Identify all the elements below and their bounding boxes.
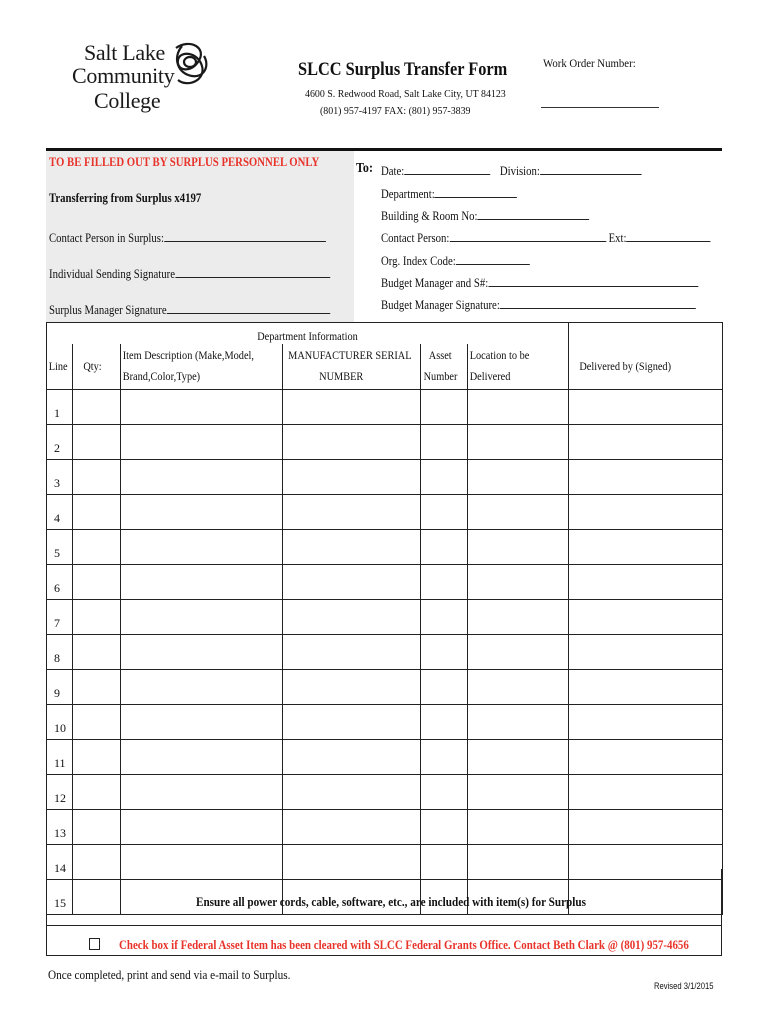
form-title: SLCC Surplus Transfer Form	[298, 59, 508, 80]
qty-cell[interactable]	[73, 739, 121, 774]
date-row	[381, 162, 641, 179]
description-cell[interactable]	[121, 494, 283, 529]
department-row	[381, 185, 517, 202]
delivered-cell[interactable]	[569, 529, 723, 564]
date-field[interactable]	[404, 162, 490, 175]
department-label: Department:	[381, 187, 435, 201]
individual-signature-field[interactable]	[175, 265, 330, 278]
line-number	[47, 809, 73, 844]
description-cell[interactable]	[121, 809, 283, 844]
description-cell[interactable]	[121, 669, 283, 704]
serial-cell[interactable]	[283, 774, 421, 809]
description-cell[interactable]	[121, 739, 283, 774]
col-location-line-2: Delivered	[469, 369, 511, 384]
line-number-label: 3	[54, 475, 60, 490]
col-serial-line-1: MANUFACTURER SERIAL	[288, 348, 412, 363]
org-index-label: Org. Index Code:	[381, 254, 456, 268]
surplus-manager-signature	[49, 301, 330, 318]
contact-person-label: Contact Person:	[381, 231, 450, 245]
location-cell[interactable]	[468, 564, 569, 599]
location-cell[interactable]	[468, 494, 569, 529]
surplus-contact-field[interactable]	[164, 229, 326, 242]
line-number	[47, 564, 73, 599]
line-number-label: 2	[54, 440, 60, 455]
line-number	[47, 669, 73, 704]
asset-cell[interactable]	[421, 739, 468, 774]
building-room-label: Building & Room No:	[381, 209, 478, 223]
line-number-label: 8	[54, 650, 60, 665]
location-cell[interactable]	[468, 389, 569, 424]
serial-cell[interactable]	[283, 599, 421, 634]
surplus-contact-label: Contact Person in Surplus:	[49, 231, 164, 245]
serial-cell[interactable]	[283, 459, 421, 494]
line-number-label: 12	[54, 790, 66, 805]
location-cell[interactable]	[468, 424, 569, 459]
line-number-label: 9	[54, 685, 60, 700]
description-cell[interactable]	[121, 704, 283, 739]
location-cell[interactable]	[468, 774, 569, 809]
delivered-cell[interactable]	[569, 739, 723, 774]
description-cell[interactable]	[121, 424, 283, 459]
table-row	[47, 424, 723, 459]
description-cell[interactable]	[121, 529, 283, 564]
qty-cell[interactable]	[73, 704, 121, 739]
table-row	[47, 774, 723, 809]
location-cell[interactable]	[468, 459, 569, 494]
delivered-cell[interactable]	[569, 459, 723, 494]
col-description-line-2: Brand,Color,Type)	[122, 369, 201, 384]
ext-label: Ext:	[608, 231, 627, 245]
surplus-contact-person	[49, 229, 326, 246]
federal-asset-notice: Check box if Federal Asset Item has been cleared with SLCC Federal Grants Office. Contact Beth Clark @ (801) 957-4656	[119, 937, 689, 952]
revised-date: Revised 3/1/2015	[654, 981, 714, 991]
qty-cell[interactable]	[73, 669, 121, 704]
location-cell[interactable]	[468, 704, 569, 739]
col-asset	[421, 344, 468, 389]
asset-cell[interactable]	[421, 494, 468, 529]
item-table	[46, 322, 723, 915]
logo-line-1: Salt Lake	[84, 40, 165, 65]
contact-person-field[interactable]	[449, 229, 606, 242]
qty-cell[interactable]	[73, 774, 121, 809]
budget-manager-field[interactable]	[488, 274, 698, 287]
qty-cell[interactable]	[73, 634, 121, 669]
description-cell[interactable]	[121, 599, 283, 634]
line-number-label: 7	[54, 615, 60, 630]
line-number-label: 1	[54, 405, 60, 420]
description-cell[interactable]	[121, 634, 283, 669]
line-number-label: 13	[54, 825, 66, 840]
table-row	[47, 599, 723, 634]
line-number	[47, 774, 73, 809]
asset-cell[interactable]	[421, 389, 468, 424]
budget-signature-field[interactable]	[500, 296, 696, 309]
description-cell[interactable]	[121, 459, 283, 494]
asset-cell[interactable]	[421, 704, 468, 739]
col-delivered	[569, 344, 723, 389]
col-asset-line-2: Number	[423, 369, 458, 384]
logo-line-2: Community	[72, 63, 175, 88]
serial-cell[interactable]	[283, 389, 421, 424]
col-asset-line-1: Asset	[428, 348, 452, 363]
table-row	[47, 389, 723, 424]
location-cell[interactable]	[468, 809, 569, 844]
qty-cell[interactable]	[73, 459, 121, 494]
table-row	[47, 529, 723, 564]
delivered-cell[interactable]	[569, 599, 723, 634]
table-row	[47, 634, 723, 669]
qty-cell[interactable]	[73, 809, 121, 844]
col-serial	[283, 344, 421, 389]
location-cell[interactable]	[468, 599, 569, 634]
table-row	[47, 739, 723, 774]
delivered-cell[interactable]	[569, 494, 723, 529]
line-number-label: 15	[54, 895, 66, 910]
line-number-label: 6	[54, 580, 60, 595]
line-number-label: 11	[54, 755, 66, 770]
serial-cell[interactable]	[283, 669, 421, 704]
work-order-label: Work Order Number:	[543, 56, 636, 70]
logo-line-3: College	[94, 88, 161, 113]
col-location-line-1: Location to be	[469, 348, 530, 363]
knot-emblem-icon	[168, 40, 212, 90]
to-label: To:	[356, 161, 373, 176]
manager-signature-label: Surplus Manager Signature	[49, 303, 167, 317]
budget-manager-signature-row	[381, 296, 696, 313]
line-number	[47, 389, 73, 424]
line-number	[47, 459, 73, 494]
transferring-from: Transferring from Surplus x4197	[49, 191, 202, 205]
table-header-row	[47, 344, 723, 389]
department-field[interactable]	[435, 185, 518, 198]
description-cell[interactable]	[121, 389, 283, 424]
delivered-cell[interactable]	[569, 809, 723, 844]
delivered-cell[interactable]	[569, 389, 723, 424]
phone-fax: (801) 957-4197 FAX: (801) 957-3839	[320, 105, 471, 117]
delivered-header-top	[569, 323, 723, 345]
description-cell[interactable]	[121, 564, 283, 599]
serial-cell[interactable]	[283, 739, 421, 774]
once-completed-note: Once completed, print and send via e-mail to Surplus.	[48, 968, 291, 982]
delivered-cell[interactable]	[569, 774, 723, 809]
line-number	[47, 494, 73, 529]
table-row	[47, 459, 723, 494]
asset-cell[interactable]	[421, 669, 468, 704]
org-index-row	[381, 252, 530, 269]
table-row	[47, 669, 723, 704]
asset-cell[interactable]	[421, 424, 468, 459]
line-number-label: 5	[54, 545, 60, 560]
serial-cell[interactable]	[283, 494, 421, 529]
delivered-cell[interactable]	[569, 669, 723, 704]
location-cell[interactable]	[468, 739, 569, 774]
work-order-field[interactable]	[541, 107, 659, 108]
address: 4600 S. Redwood Road, Salt Lake City, UT 84123	[305, 88, 506, 100]
org-index-field[interactable]	[456, 252, 530, 265]
line-number-label: 4	[54, 510, 60, 525]
qty-cell[interactable]	[73, 599, 121, 634]
col-qty-label: Qty:	[83, 358, 102, 373]
line-number	[47, 529, 73, 564]
federal-asset-checkbox[interactable]	[89, 938, 100, 950]
line-number-label: 10	[54, 720, 66, 735]
qty-cell[interactable]	[73, 564, 121, 599]
individual-signature	[49, 265, 330, 282]
qty-cell[interactable]	[73, 494, 121, 529]
serial-cell[interactable]	[283, 809, 421, 844]
location-cell[interactable]	[468, 634, 569, 669]
delivered-cell[interactable]	[569, 564, 723, 599]
table-row	[47, 564, 723, 599]
building-room-row	[381, 207, 589, 224]
budget-manager-label: Budget Manager and S#:	[381, 276, 489, 290]
budget-manager-row	[381, 274, 698, 291]
ext-field[interactable]	[627, 229, 711, 242]
delivered-cell[interactable]	[569, 634, 723, 669]
asset-cell[interactable]	[421, 809, 468, 844]
col-serial-line-2: NUMBER	[319, 369, 364, 384]
asset-cell[interactable]	[421, 564, 468, 599]
division-label: Division:	[499, 164, 540, 178]
surplus-notice: TO BE FILLED OUT BY SURPLUS PERSONNEL ONLY	[49, 155, 320, 169]
footer-divider	[47, 925, 721, 926]
manager-signature-field[interactable]	[167, 301, 330, 314]
col-description-line-1: Item Description (Make,Model,	[122, 348, 254, 363]
slcc-logo	[72, 38, 212, 130]
line-number	[47, 424, 73, 459]
line-number	[47, 739, 73, 774]
col-location	[468, 344, 569, 389]
individual-signature-label: Individual Sending Signature	[49, 267, 176, 281]
contact-person-row	[381, 229, 711, 246]
line-number	[47, 704, 73, 739]
asset-cell[interactable]	[421, 459, 468, 494]
serial-cell[interactable]	[283, 424, 421, 459]
line-number	[47, 634, 73, 669]
budget-signature-label: Budget Manager Signature:	[381, 298, 500, 312]
delivered-cell[interactable]	[569, 424, 723, 459]
table-row	[47, 704, 723, 739]
asset-cell[interactable]	[421, 634, 468, 669]
building-room-field[interactable]	[477, 207, 589, 220]
division-field[interactable]	[540, 162, 641, 175]
serial-cell[interactable]	[283, 529, 421, 564]
serial-cell[interactable]	[283, 704, 421, 739]
asset-cell[interactable]	[421, 774, 468, 809]
department-info-label: Department Information	[257, 329, 358, 343]
line-number-label: 14	[54, 860, 66, 875]
col-line	[47, 344, 73, 389]
col-delivered-label: Delivered by (Signed)	[579, 358, 672, 373]
line-number	[47, 599, 73, 634]
department-info-header	[47, 323, 569, 345]
col-description	[121, 344, 283, 389]
table-row	[47, 494, 723, 529]
serial-cell[interactable]	[283, 564, 421, 599]
asset-cell[interactable]	[421, 599, 468, 634]
serial-cell[interactable]	[283, 634, 421, 669]
delivered-cell[interactable]	[569, 704, 723, 739]
qty-cell[interactable]	[73, 424, 121, 459]
description-cell[interactable]	[121, 774, 283, 809]
qty-cell[interactable]	[73, 389, 121, 424]
qty-cell[interactable]	[73, 529, 121, 564]
ensure-notice: Ensure all power cords, cable, software, etc., are included with item(s) for Surplus	[196, 894, 586, 909]
location-cell[interactable]	[468, 669, 569, 704]
table-row	[47, 809, 723, 844]
asset-cell[interactable]	[421, 529, 468, 564]
date-label: Date:	[381, 164, 405, 178]
col-line-label: Line	[48, 358, 68, 373]
col-qty	[73, 344, 121, 389]
location-cell[interactable]	[468, 529, 569, 564]
